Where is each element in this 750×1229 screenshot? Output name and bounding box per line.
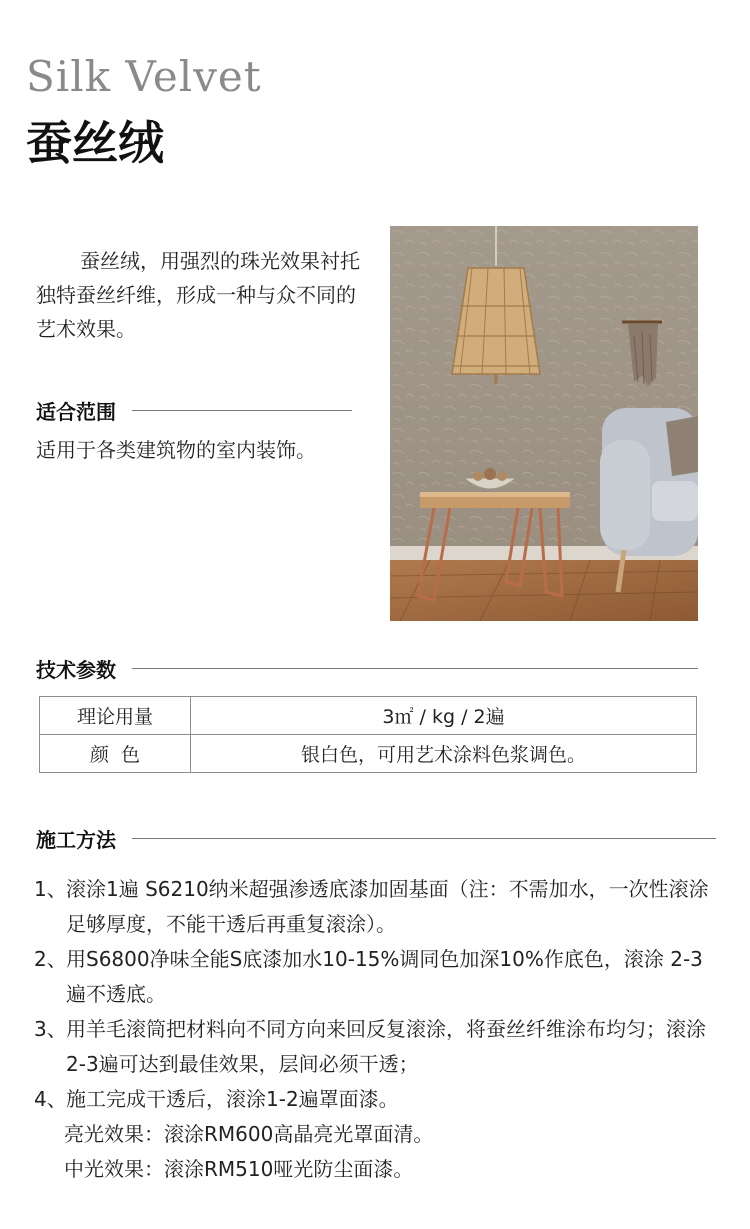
list-item <box>34 1012 724 1082</box>
param-value: 3㎡ / kg / 2遍 <box>191 697 697 735</box>
step-number: 2、 <box>34 947 67 971</box>
step-text: 用S6800净味全能S底漆加水10-15%调同色加深10%作底色，滚涂 2-3 遍不透底。 <box>66 947 703 1006</box>
scope-divider <box>132 410 352 411</box>
title-english: Silk Velvet <box>26 52 262 101</box>
sub-item-satin: 中光效果：滚涂RM510哑光防尘面漆。 <box>64 1157 414 1181</box>
scope-heading <box>36 396 352 425</box>
table-row <box>40 735 697 773</box>
tech-params-table <box>39 696 697 773</box>
list-item <box>34 872 724 942</box>
step-text: 施工完成干透后，滚涂1-2遍罩面漆。 <box>66 1087 399 1111</box>
step-number: 1、 <box>34 877 67 901</box>
list-item <box>34 1082 724 1117</box>
sub-item-gloss: 亮光效果：滚涂RM600高晶亮光罩面清。 <box>64 1122 434 1146</box>
tech-divider <box>132 668 698 669</box>
intro-paragraph: 蚕丝绒，用强烈的珠光效果衬托独特蚕丝纤维，形成一种与众不同的艺术效果。 <box>36 249 360 341</box>
param-key: 颜 色 <box>40 735 191 773</box>
list-item <box>34 942 724 1012</box>
step-number: 4、 <box>34 1087 67 1111</box>
param-key: 理论用量 <box>40 697 191 735</box>
method-divider <box>132 838 716 839</box>
step-text: 用羊毛滚筒把材料向不同方向来回反复滚涂，将蚕丝纤维涂布均匀；滚涂2-3遍可达到最佳效果，层间必须干透； <box>66 1017 706 1076</box>
scope-heading-label: 适合范围 <box>36 400 116 424</box>
method-steps <box>34 872 724 1187</box>
title-chinese: 蚕丝绒 <box>26 116 164 170</box>
step-number: 3、 <box>34 1017 67 1041</box>
table-row <box>40 697 697 735</box>
scope-text: 适用于各类建筑物的室内装饰。 <box>36 438 316 462</box>
step-text: 滚涂1遍 S6210纳米超强渗透底漆加固基面（注：不需加水，一次性滚涂足够厚度，不能干透后再重复滚涂）。 <box>66 877 709 936</box>
method-heading <box>36 824 716 853</box>
room-photo <box>390 226 698 621</box>
tech-heading <box>36 654 698 683</box>
param-value: 银白色，可用艺术涂料色浆调色。 <box>191 735 697 773</box>
tech-heading-label: 技术参数 <box>36 658 116 682</box>
method-heading-label: 施工方法 <box>36 828 116 852</box>
